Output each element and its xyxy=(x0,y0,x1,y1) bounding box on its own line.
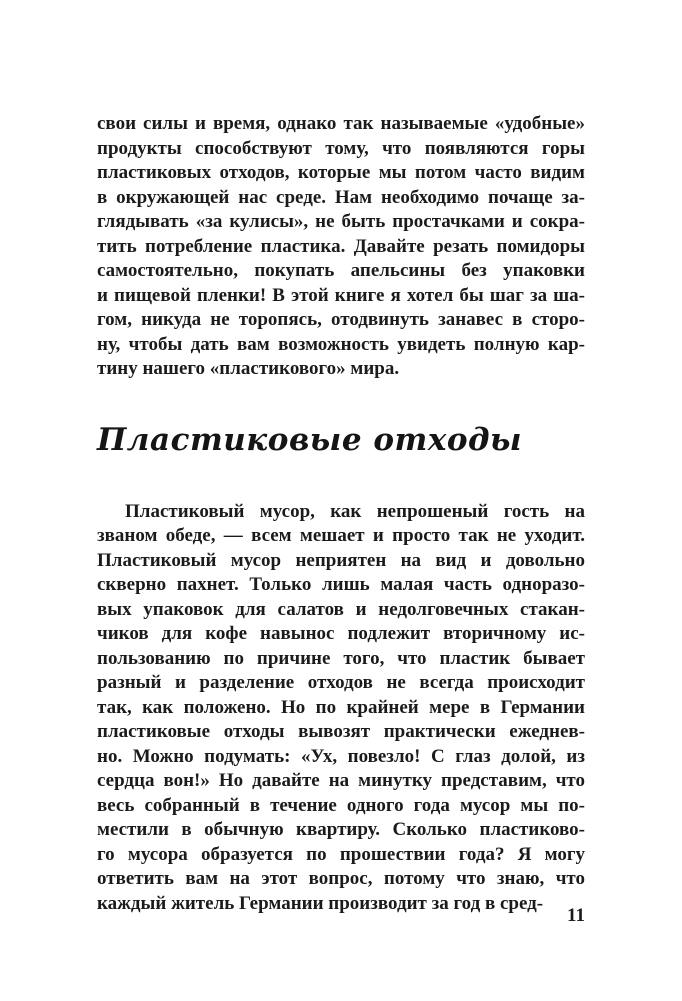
text-line: продукты способствуют тому, что появляются горы xyxy=(97,137,585,159)
paragraph xyxy=(97,500,585,917)
section-heading: Пластиковые отходы xyxy=(97,421,523,458)
text-line: свои силы и время, однако так называемые «удобные» xyxy=(97,113,585,134)
text-line: весь собранный в течение одного года мусор мы по- xyxy=(97,794,585,816)
text-line: гом, никуда не торопясь, отодвинуть занавес в сторо- xyxy=(97,309,585,330)
text-line: скверно пахнет. Только лишь малая часть одноразо- xyxy=(97,574,585,595)
text-line: в окружающей нас среде. Нам необходимо почаще за- xyxy=(97,186,585,208)
text-line: вых упаковок для салатов и недолговечных стакан- xyxy=(97,598,585,620)
text-line: пластиковые отходы вывозят практически ежеднев- xyxy=(97,721,585,742)
text-line: каждый житель Германии производит за год в сред- xyxy=(97,892,544,914)
text-line: тину нашего «пластикового» мира. xyxy=(97,358,400,379)
text-line: званом обеде, — всем мешает и просто так не уходит. xyxy=(97,525,585,546)
text-line: самостоятельно, покупать апельсины без упаковки xyxy=(97,260,585,281)
text-line: Пластиковый мусор, как непрошеный гость на xyxy=(125,500,585,522)
text-line: го мусора образуется по прошествии года? Я могу xyxy=(97,843,585,865)
text-block xyxy=(97,112,585,916)
text-line: Пластиковый мусор неприятен на вид и довольно xyxy=(97,549,585,571)
text-line: ответить вам на этот вопрос, потому что знаю, что xyxy=(97,868,585,889)
paragraph xyxy=(97,112,585,382)
text-line: и пищевой пленки! В этой книге я хотел бы шаг за ша- xyxy=(97,284,585,306)
text-line: чиков для кофе навынос подлежит вторичному ис- xyxy=(97,623,585,644)
text-line: разный и разделение отходов не всегда происходит xyxy=(97,672,585,693)
text-line: так, как положено. Но по крайней мере в Германии xyxy=(97,696,585,718)
text-line: пластиковых отходов, которые мы потом часто видим xyxy=(97,162,585,183)
text-line: ну, чтобы дать вам возможность увидеть полную кар- xyxy=(97,333,585,355)
text-line: но. Можно подумать: «Ух, повезло! С глаз долой, из xyxy=(97,745,585,767)
text-line: пользованию по причине того, что пластик бывает xyxy=(97,647,585,669)
text-line: местили в обычную квартиру. Сколько пластиково- xyxy=(97,819,585,840)
text-line: сердца вон!» Но давайте на минутку представим, что xyxy=(97,770,585,791)
page-number: 11 xyxy=(567,905,585,926)
text-line: тить потребление пластика. Давайте резать помидоры xyxy=(97,235,585,257)
text-line: глядывать «за кулисы», не быть простачками и сокра- xyxy=(97,211,585,232)
